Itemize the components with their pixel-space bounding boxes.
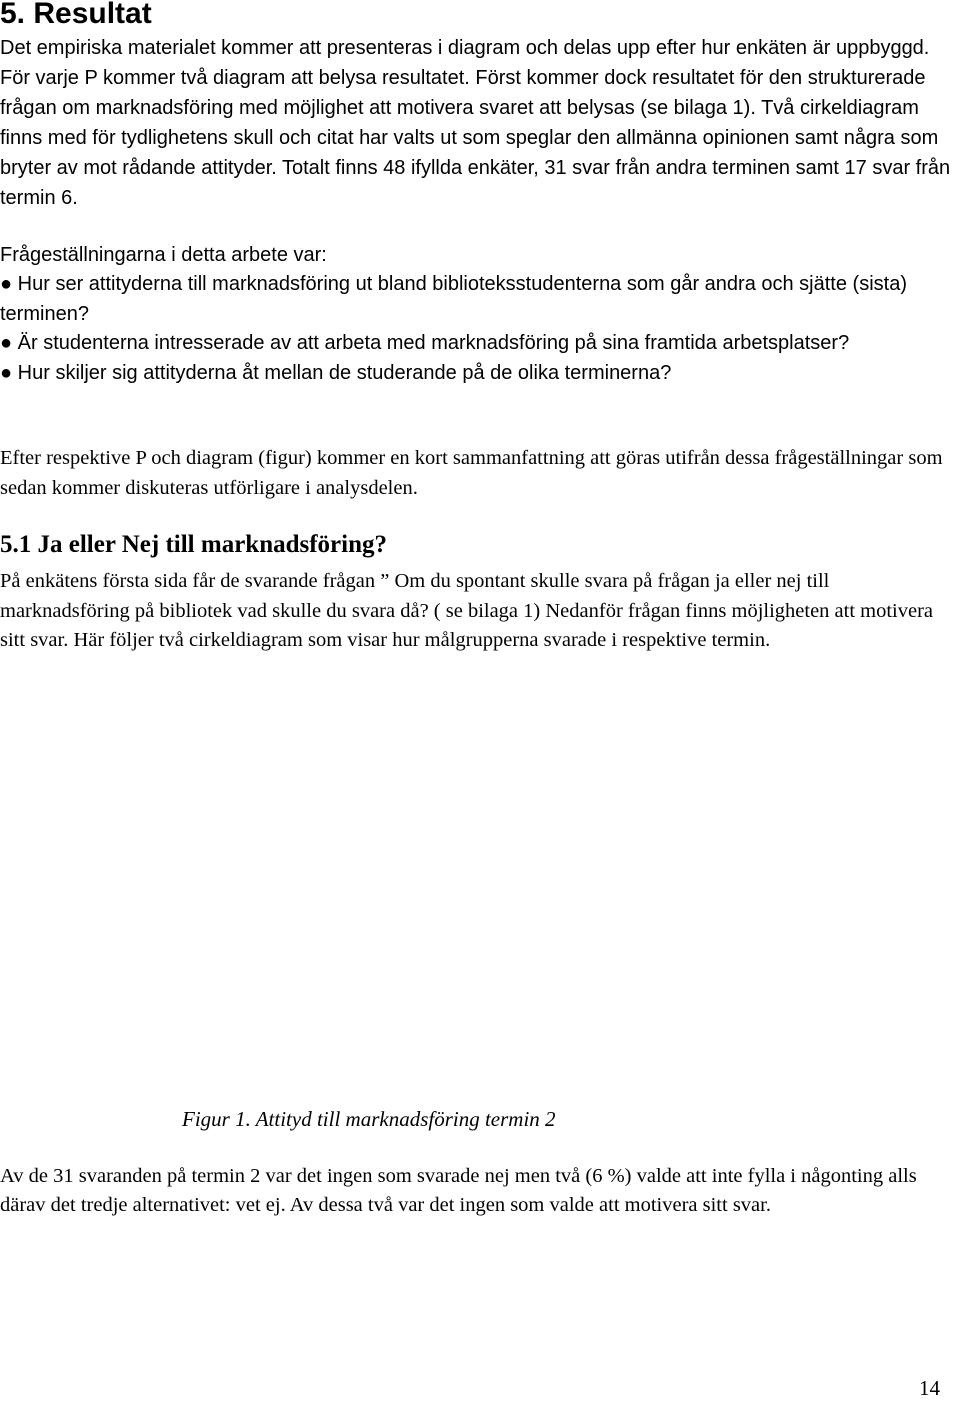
question-text: Hur ser attityderna till marknadsföring ut bland biblioteksstudenterna som går andra och sjätte (sista) terminen? bbox=[0, 273, 907, 325]
page-number: 14 bbox=[919, 1376, 940, 1400]
research-questions bbox=[0, 241, 958, 388]
section-title: 5. Resultat bbox=[0, 0, 152, 30]
result-paragraph: Av de 31 svaranden på termin 2 var det ingen som svarade nej men två (6 %) valde att inte fylla i någonting alls därav det tredje alternativet: vet ej. Av dessa två var det ingen som valde att motivera sitt svar. bbox=[0, 1165, 917, 1216]
bullet-icon: ● bbox=[0, 332, 13, 355]
figure-caption: Figur 1. Attityd till marknadsföring termin 2 bbox=[182, 1107, 556, 1131]
followup-paragraph: Efter respektive P och diagram (figur) kommer en kort sammanfattning att göras utifrån dessa frågeställningar som sedan kommer diskuteras utförligare i analysdelen. bbox=[0, 447, 943, 499]
bullet-icon: ● bbox=[0, 273, 13, 296]
question-item bbox=[0, 329, 958, 358]
bullet-icon: ● bbox=[0, 361, 13, 384]
questions-intro: Frågeställningarna i detta arbete var: bbox=[0, 244, 327, 266]
question-text: Är studenterna intresserade av att arbeta med marknadsföring på sina framtida arbetsplatser? bbox=[17, 332, 850, 355]
subsection-title: 5.1 Ja eller Nej till marknadsföring? bbox=[0, 531, 387, 558]
subsection-paragraph: På enkätens första sida får de svarande frågan ” Om du spontant skulle svara på frågan ja eller nej till marknadsföring på bibliotek vad skulle du svara då? ( se bilaga 1) Nedanför frågan finns möjligheten att motivera sitt svar. Här följer två cirkeldiagram som visar hur målgrupperna svarade i respektive termin. bbox=[0, 570, 934, 652]
intro-paragraph: Det empiriska materialet kommer att presenteras i diagram och delas upp efter hur enkäten är uppbyggd. För varje P kommer två diagram att belysa resultatet. Först kommer dock resultatet för den strukturerade frågan om marknadsföring med möjlighet att motivera svaret att belysas (se bilaga 1). Två cirkeldiagram finns med för tydlighetens skull och citat har valts ut som speglar den allmänna opinionen samt några som bryter av mot rådande attityder. Totalt finns 48 ifyllda enkäter, 31 svar från andra terminen samt 17 svar från termin 6. bbox=[0, 37, 951, 209]
figure-placeholder bbox=[0, 700, 960, 1100]
question-item bbox=[0, 270, 958, 329]
question-item bbox=[0, 359, 958, 388]
question-text: Hur skiljer sig attityderna åt mellan de studerande på de olika terminerna? bbox=[17, 361, 672, 384]
